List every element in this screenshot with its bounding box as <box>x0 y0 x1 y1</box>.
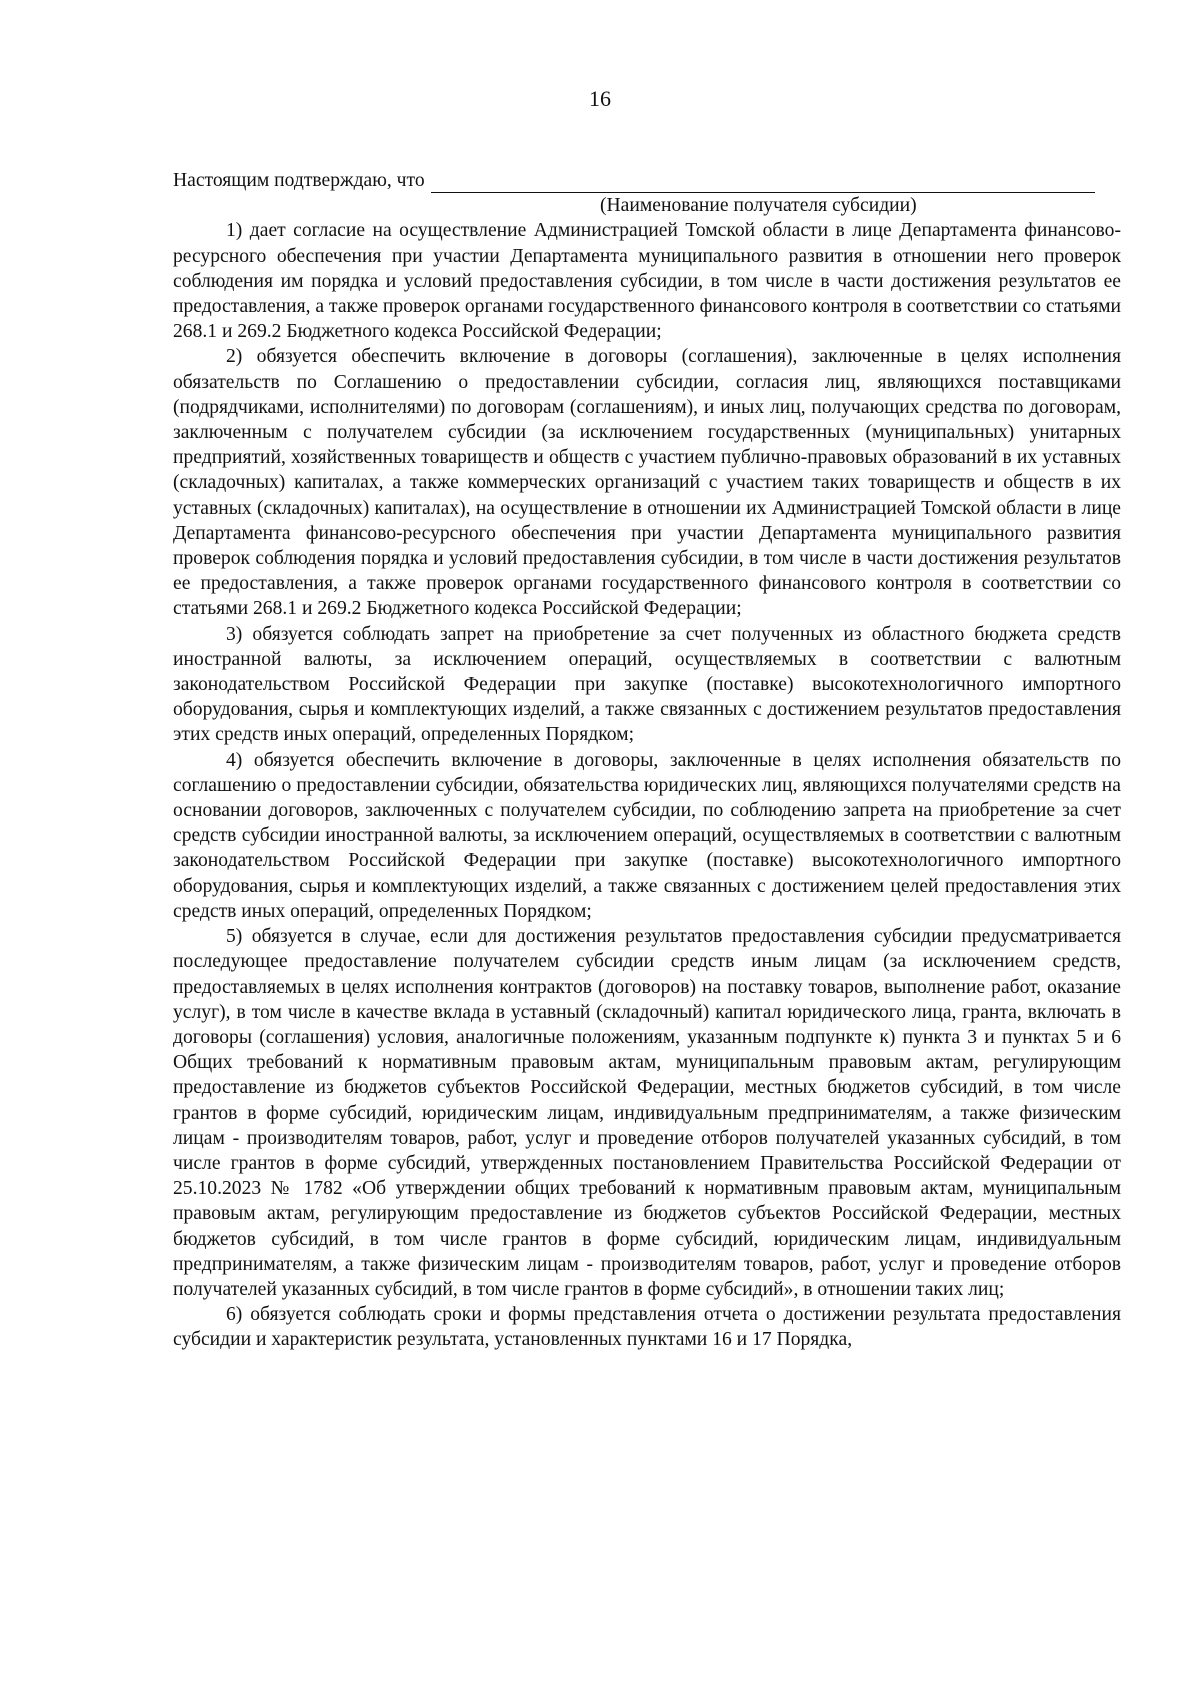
paragraph-2-contract-consent-clauses: 2) обязуется обеспечить включение в договоры (соглашения), заключенные в целях исполнения обязательств по Соглашению о предоставлении субсидии, согласия лиц, являющихся поставщиками (подрядчиками, исполнителями) по договорам (соглашениям), и иных лиц, получающих средства по договорам, заключенным с получателем субсидии (за исключением государственных (муниципальных) унитарных предприятий, хозяйственных товариществ и обществ с участием публично-правовых образований в их уставных (складочных) капиталах, а также коммерческих организаций с участием таких товариществ и обществ в их уставных (складочных) капиталах), на осуществление в отношении их Администрацией Томской области в лице Департамента финансово-ресурсного обеспечения при участии Департамента муниципального развития проверок соблюдения порядка и условий предоставления субсидии, в том числе в части достижения результатов ее предоставления, а также проверок органами государственного финансового контроля в соответствии со статьями 268.1 и 269.2 Бюджетного кодекса Российской Федерации; <box>173 346 1121 620</box>
paragraph-4-contract-currency-obligations: 4) обязуется обеспечить включение в договоры, заключенные в целях исполнения обязательств по соглашению о предоставлении субсидии, обязательства юридических лиц, являющихся получателями средств на основании договоров, заключенных с получателем субсидии, по соблюдению запрета на приобретение за счет средств субсидии иностранной валюты, за исключением операций, осуществляемых в соответствии с валютным законодательством Российской Федерации при закупке (поставке) высокотехнологичного импортного оборудования, сырья и комплектующих изделий, а также связанных с достижением целей предоставления этих средств иных операций, определенных Порядком; <box>173 749 1121 922</box>
paragraph-5-further-funds-provision: 5) обязуется в случае, если для достижения результатов предоставления субсидии предусматривается последующее предоставление получателем субсидии средств иным лицам (за исключением средств, предоставляемых в целях исполнения контрактов (договоров) на поставку товаров, выполнение работ, оказание услуг), в том числе в качестве вклада в уставный (складочный) капитал юридического лица, гранта, включать в договоры (соглашения) условия, аналогичные положениям, указанным подпункте к) пункта 3 и пунктах 5 и 6 Общих требований к нормативным правовым актам, муниципальным правовым актам, регулирующим предоставление из бюджетов субъектов Российской Федерации, местных бюджетов субсидий, в том числе грантов в форме субсидий, юридическим лицам, индивидуальным предпринимателям, а также физическим лицам - производителям товаров, работ, услуг и проведение отборов получателей указанных субсидий, в том числе грантов в форме субсидий, утвержденных постановлением Правительства Российской Федерации от 25.10.2023 № 1782 «Об утверждении общих требований к нормативным правовым актам, муниципальным правовым актам, регулирующим предоставление из бюджетов субъектов Российской Федерации, местных бюджетов субсидий, в том числе грантов в форме субсидий, юридическим лицам, индивидуальным предпринимателям, а также физическим лицам - производителям товаров, работ, услуг и проведение отборов получателей указанных субсидий, в том числе грантов в форме субсидий», в отношении таких лиц; <box>173 926 1121 1300</box>
recipient-name-blank[interactable] <box>431 173 1095 193</box>
confirmation-lead-text: Настоящим подтверждаю, что <box>173 170 425 191</box>
paragraph-3-foreign-currency-ban: 3) обязуется соблюдать запрет на приобретение за счет полученных из областного бюджета средств иностранной валюты, за исключением операций, осуществляемых в соответствии с валютным законодательством Российской Федерации при закупке (поставке) высокотехнологичного импортного оборудования, сырья и комплектующих изделий, а также связанных с достижением результатов предоставления этих средств иных операций, определенных Порядком; <box>173 623 1121 746</box>
paragraph-6-reporting-deadlines: 6) обязуется соблюдать сроки и формы представления отчета о достижении результата предоставления субсидии и характеристик результата, установленных пунктами 16 и 17 Порядка, <box>173 1304 1121 1351</box>
paragraph-1-consent-to-inspections: 1) дает согласие на осуществление Администрацией Томской области в лице Департамента финансово-ресурсного обеспечения при участии Департамента муниципального развития в отношении него проверок соблюдения им порядка и условий предоставления субсидии, в том числе в части достижения результатов ее предоставления, а также проверок органами государственного финансового контроля в соответствии со статьями 268.1 и 269.2 Бюджетного кодекса Российской Федерации; <box>173 220 1121 343</box>
confirmation-line <box>173 168 1121 193</box>
document-body <box>173 168 1121 1353</box>
page-number: 16 <box>589 86 611 111</box>
recipient-name-caption: (Наименование получателя субсидии) <box>600 195 917 217</box>
